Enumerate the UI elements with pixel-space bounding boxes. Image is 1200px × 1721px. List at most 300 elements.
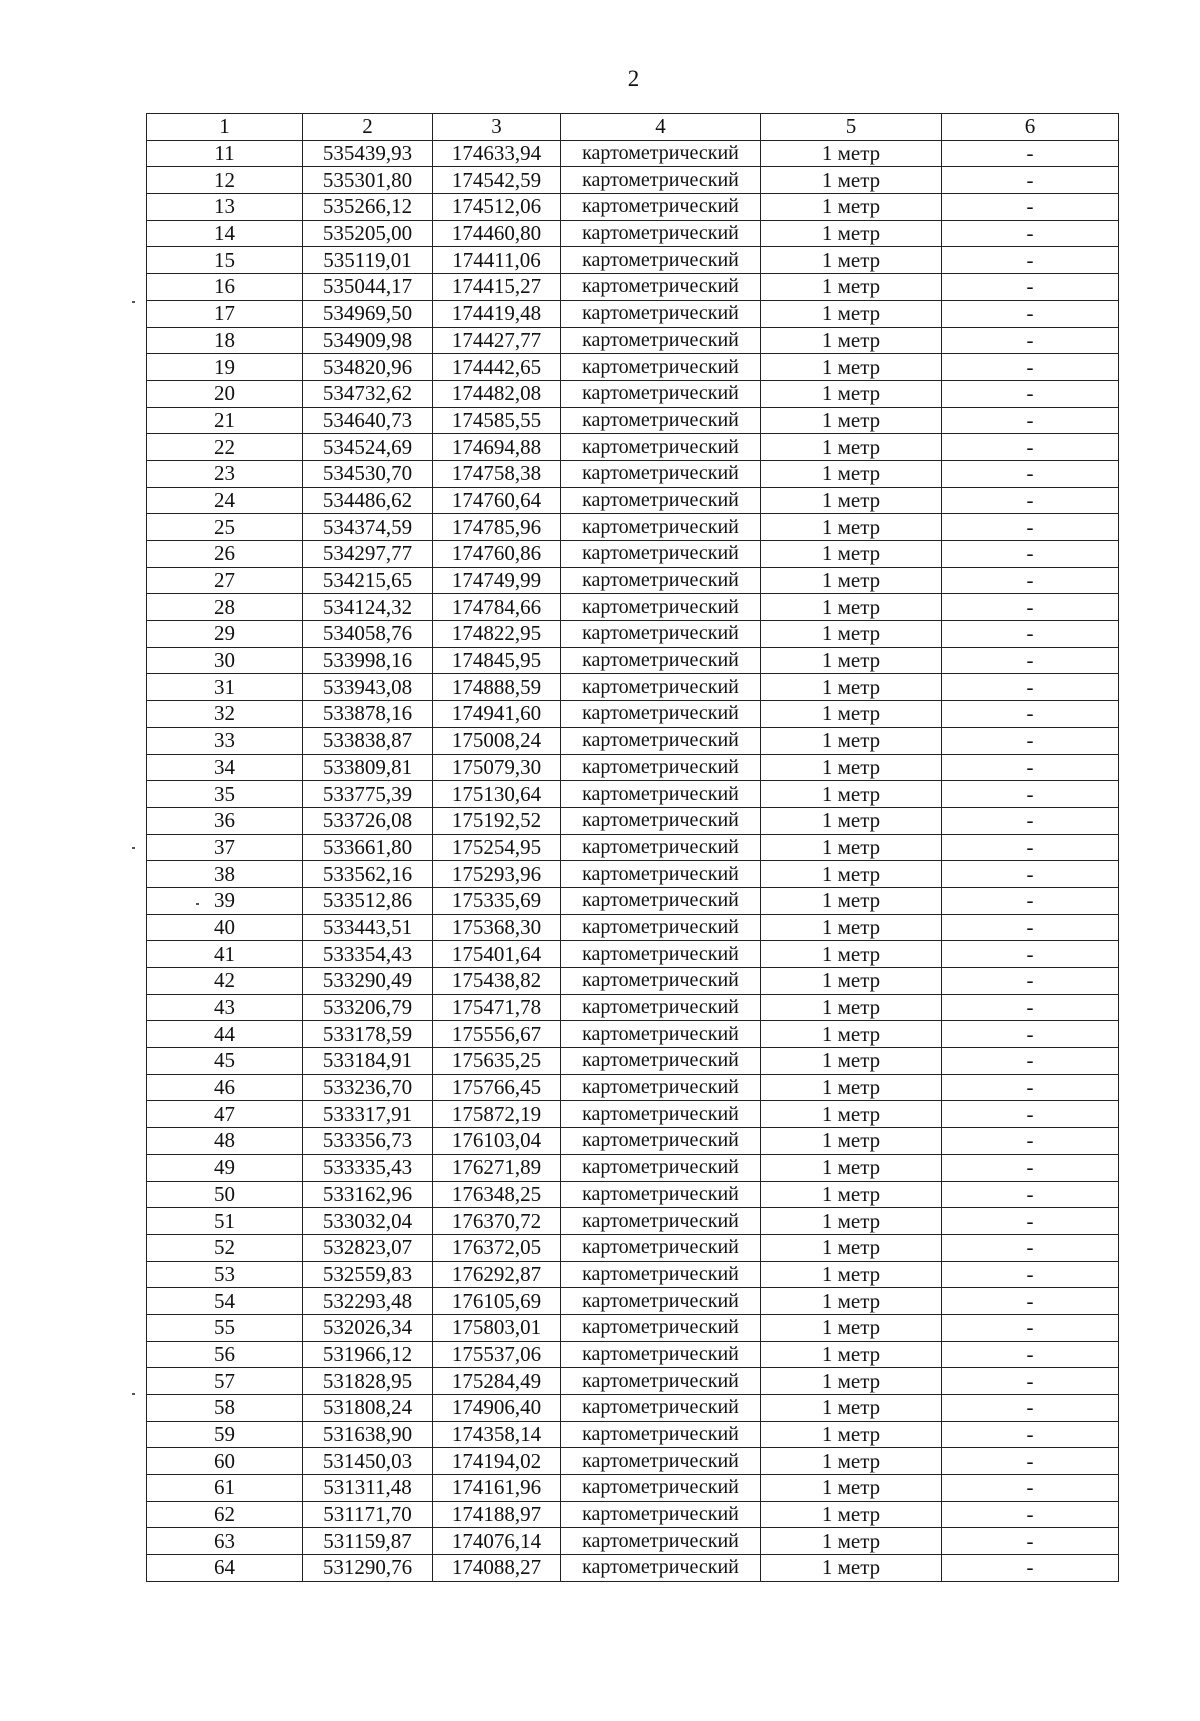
table-row: [147, 1128, 1119, 1155]
method-cell: картометрический: [561, 1395, 761, 1422]
x-coordinate-cell: 535044,17: [303, 274, 433, 301]
y-coordinate-cell: 174749,99: [433, 567, 561, 594]
y-coordinate-cell: 174512,06: [433, 194, 561, 221]
y-coordinate-cell: 174542,59: [433, 167, 561, 194]
note-cell: -: [942, 487, 1119, 514]
accuracy-cell: 1 метр: [761, 861, 942, 888]
x-coordinate-cell: 531808,24: [303, 1395, 433, 1422]
point-number-cell: 53: [147, 1261, 303, 1288]
accuracy-cell: 1 метр: [761, 1341, 942, 1368]
point-number-cell: 41: [147, 941, 303, 968]
note-cell: -: [942, 621, 1119, 648]
x-coordinate-cell: 533998,16: [303, 647, 433, 674]
accuracy-cell: 1 метр: [761, 140, 942, 167]
point-number-cell: 51: [147, 1208, 303, 1235]
table-row: [147, 274, 1119, 301]
y-coordinate-cell: 174194,02: [433, 1448, 561, 1475]
accuracy-cell: 1 метр: [761, 354, 942, 381]
accuracy-cell: 1 метр: [761, 834, 942, 861]
method-cell: картометрический: [561, 1021, 761, 1048]
point-number-cell: 36: [147, 807, 303, 834]
x-coordinate-cell: 533443,51: [303, 914, 433, 941]
accuracy-cell: 1 метр: [761, 1421, 942, 1448]
note-cell: -: [942, 1341, 1119, 1368]
method-cell: картометрический: [561, 1314, 761, 1341]
x-coordinate-cell: 533290,49: [303, 968, 433, 995]
accuracy-cell: 1 метр: [761, 1208, 942, 1235]
table-row: [147, 1154, 1119, 1181]
note-cell: -: [942, 1528, 1119, 1555]
method-cell: картометрический: [561, 354, 761, 381]
accuracy-cell: 1 метр: [761, 994, 942, 1021]
scan-speck: [196, 903, 199, 905]
x-coordinate-cell: 533726,08: [303, 807, 433, 834]
table-row: [147, 994, 1119, 1021]
point-number-cell: 25: [147, 514, 303, 541]
method-cell: картометрический: [561, 1555, 761, 1582]
table-row: [147, 754, 1119, 781]
x-coordinate-cell: 535119,01: [303, 247, 433, 274]
accuracy-cell: 1 метр: [761, 1048, 942, 1075]
y-coordinate-cell: 175130,64: [433, 781, 561, 808]
x-coordinate-cell: 531311,48: [303, 1475, 433, 1502]
point-number-cell: 11: [147, 140, 303, 167]
note-cell: -: [942, 407, 1119, 434]
point-number-cell: 18: [147, 327, 303, 354]
table-row: [147, 834, 1119, 861]
accuracy-cell: 1 метр: [761, 1074, 942, 1101]
method-cell: картометрический: [561, 887, 761, 914]
accuracy-cell: 1 метр: [761, 541, 942, 568]
x-coordinate-cell: 535266,12: [303, 194, 433, 221]
method-cell: картометрический: [561, 1475, 761, 1502]
accuracy-cell: 1 метр: [761, 647, 942, 674]
table-row: [147, 300, 1119, 327]
point-number-cell: 49: [147, 1154, 303, 1181]
y-coordinate-cell: 174585,55: [433, 407, 561, 434]
accuracy-cell: 1 метр: [761, 941, 942, 968]
note-cell: -: [942, 1448, 1119, 1475]
x-coordinate-cell: 534732,62: [303, 380, 433, 407]
y-coordinate-cell: 174442,65: [433, 354, 561, 381]
method-cell: картометрический: [561, 327, 761, 354]
point-number-cell: 15: [147, 247, 303, 274]
table-row: [147, 167, 1119, 194]
point-number-cell: 37: [147, 834, 303, 861]
point-number-cell: 63: [147, 1528, 303, 1555]
y-coordinate-cell: 174906,40: [433, 1395, 561, 1422]
x-coordinate-cell: 531171,70: [303, 1501, 433, 1528]
note-cell: -: [942, 434, 1119, 461]
accuracy-cell: 1 метр: [761, 594, 942, 621]
accuracy-cell: 1 метр: [761, 1314, 942, 1341]
column-header: 5: [761, 114, 942, 141]
table-row: [147, 1261, 1119, 1288]
y-coordinate-cell: 175008,24: [433, 727, 561, 754]
method-cell: картометрический: [561, 1101, 761, 1128]
table-row: [147, 1208, 1119, 1235]
point-number-cell: 32: [147, 701, 303, 728]
note-cell: -: [942, 460, 1119, 487]
point-number-cell: 31: [147, 674, 303, 701]
x-coordinate-cell: 534058,76: [303, 621, 433, 648]
x-coordinate-cell: 533878,16: [303, 701, 433, 728]
table-row: [147, 434, 1119, 461]
accuracy-cell: 1 метр: [761, 1501, 942, 1528]
table-row: [147, 968, 1119, 995]
note-cell: -: [942, 1074, 1119, 1101]
point-number-cell: 28: [147, 594, 303, 621]
point-number-cell: 17: [147, 300, 303, 327]
method-cell: картометрический: [561, 1421, 761, 1448]
method-cell: картометрический: [561, 487, 761, 514]
point-number-cell: 26: [147, 541, 303, 568]
point-number-cell: 47: [147, 1101, 303, 1128]
y-coordinate-cell: 175368,30: [433, 914, 561, 941]
note-cell: -: [942, 968, 1119, 995]
table-row: [147, 1555, 1119, 1582]
table-row: [147, 1234, 1119, 1261]
y-coordinate-cell: 175284,49: [433, 1368, 561, 1395]
note-cell: -: [942, 274, 1119, 301]
accuracy-cell: 1 метр: [761, 754, 942, 781]
method-cell: картометрический: [561, 834, 761, 861]
note-cell: -: [942, 727, 1119, 754]
table-row: [147, 1528, 1119, 1555]
method-cell: картометрический: [561, 380, 761, 407]
y-coordinate-cell: 175803,01: [433, 1314, 561, 1341]
accuracy-cell: 1 метр: [761, 300, 942, 327]
y-coordinate-cell: 174427,77: [433, 327, 561, 354]
table-row: [147, 1448, 1119, 1475]
accuracy-cell: 1 метр: [761, 1181, 942, 1208]
note-cell: -: [942, 354, 1119, 381]
y-coordinate-cell: 175192,52: [433, 807, 561, 834]
point-number-cell: 35: [147, 781, 303, 808]
note-cell: -: [942, 1288, 1119, 1315]
accuracy-cell: 1 метр: [761, 1448, 942, 1475]
point-number-cell: 42: [147, 968, 303, 995]
scan-speck: [132, 847, 135, 849]
method-cell: картометрический: [561, 994, 761, 1021]
method-cell: картометрический: [561, 861, 761, 888]
y-coordinate-cell: 175438,82: [433, 968, 561, 995]
method-cell: картометрический: [561, 1501, 761, 1528]
x-coordinate-cell: 531159,87: [303, 1528, 433, 1555]
note-cell: -: [942, 1555, 1119, 1582]
accuracy-cell: 1 метр: [761, 1475, 942, 1502]
note-cell: -: [942, 140, 1119, 167]
note-cell: -: [942, 594, 1119, 621]
table-row: [147, 674, 1119, 701]
table-row: [147, 914, 1119, 941]
y-coordinate-cell: 174076,14: [433, 1528, 561, 1555]
method-cell: картометрический: [561, 1074, 761, 1101]
y-coordinate-cell: 174784,66: [433, 594, 561, 621]
method-cell: картометрический: [561, 460, 761, 487]
x-coordinate-cell: 534124,32: [303, 594, 433, 621]
accuracy-cell: 1 метр: [761, 327, 942, 354]
method-cell: картометрический: [561, 167, 761, 194]
accuracy-cell: 1 метр: [761, 621, 942, 648]
method-cell: картометрический: [561, 300, 761, 327]
accuracy-cell: 1 метр: [761, 807, 942, 834]
y-coordinate-cell: 175872,19: [433, 1101, 561, 1128]
y-coordinate-cell: 174482,08: [433, 380, 561, 407]
method-cell: картометрический: [561, 247, 761, 274]
point-number-cell: 46: [147, 1074, 303, 1101]
y-coordinate-cell: 174845,95: [433, 647, 561, 674]
x-coordinate-cell: 533206,79: [303, 994, 433, 1021]
x-coordinate-cell: 531966,12: [303, 1341, 433, 1368]
method-cell: картометрический: [561, 1448, 761, 1475]
accuracy-cell: 1 метр: [761, 968, 942, 995]
point-number-cell: 22: [147, 434, 303, 461]
note-cell: -: [942, 541, 1119, 568]
y-coordinate-cell: 174822,95: [433, 621, 561, 648]
x-coordinate-cell: 533661,80: [303, 834, 433, 861]
table-row: [147, 594, 1119, 621]
y-coordinate-cell: 175079,30: [433, 754, 561, 781]
page-number: 2: [627, 66, 640, 91]
header-row: [147, 114, 1119, 141]
y-coordinate-cell: 174694,88: [433, 434, 561, 461]
y-coordinate-cell: 176292,87: [433, 1261, 561, 1288]
accuracy-cell: 1 метр: [761, 274, 942, 301]
accuracy-cell: 1 метр: [761, 167, 942, 194]
note-cell: -: [942, 1368, 1119, 1395]
point-number-cell: 44: [147, 1021, 303, 1048]
method-cell: картометрический: [561, 701, 761, 728]
point-number-cell: 60: [147, 1448, 303, 1475]
point-number-cell: 52: [147, 1234, 303, 1261]
table-row: [147, 247, 1119, 274]
table-row: [147, 380, 1119, 407]
y-coordinate-cell: 176370,72: [433, 1208, 561, 1235]
table-row: [147, 1074, 1119, 1101]
column-header: 3: [433, 114, 561, 141]
table-body: [147, 140, 1119, 1581]
method-cell: картометрический: [561, 941, 761, 968]
note-cell: -: [942, 327, 1119, 354]
table-row: [147, 220, 1119, 247]
accuracy-cell: 1 метр: [761, 1101, 942, 1128]
x-coordinate-cell: 534640,73: [303, 407, 433, 434]
y-coordinate-cell: 175401,64: [433, 941, 561, 968]
accuracy-cell: 1 метр: [761, 247, 942, 274]
scan-speck: [132, 1393, 135, 1395]
accuracy-cell: 1 метр: [761, 1261, 942, 1288]
accuracy-cell: 1 метр: [761, 1021, 942, 1048]
note-cell: -: [942, 887, 1119, 914]
point-number-cell: 30: [147, 647, 303, 674]
note-cell: -: [942, 1048, 1119, 1075]
table-row: [147, 194, 1119, 221]
method-cell: картометрический: [561, 807, 761, 834]
method-cell: картометрический: [561, 1261, 761, 1288]
x-coordinate-cell: 532293,48: [303, 1288, 433, 1315]
accuracy-cell: 1 метр: [761, 727, 942, 754]
accuracy-cell: 1 метр: [761, 380, 942, 407]
method-cell: картометрический: [561, 1048, 761, 1075]
method-cell: картометрический: [561, 1341, 761, 1368]
method-cell: картометрический: [561, 1181, 761, 1208]
table-row: [147, 1395, 1119, 1422]
accuracy-cell: 1 метр: [761, 781, 942, 808]
note-cell: -: [942, 674, 1119, 701]
accuracy-cell: 1 метр: [761, 914, 942, 941]
accuracy-cell: 1 метр: [761, 1555, 942, 1582]
method-cell: картометрический: [561, 407, 761, 434]
x-coordinate-cell: 533178,59: [303, 1021, 433, 1048]
table-row: [147, 1421, 1119, 1448]
accuracy-cell: 1 метр: [761, 1528, 942, 1555]
column-header: 1: [147, 114, 303, 141]
table-row: [147, 647, 1119, 674]
y-coordinate-cell: 174161,96: [433, 1475, 561, 1502]
table-row: [147, 460, 1119, 487]
x-coordinate-cell: 534969,50: [303, 300, 433, 327]
point-number-cell: 48: [147, 1128, 303, 1155]
point-number-cell: 21: [147, 407, 303, 434]
x-coordinate-cell: 533317,91: [303, 1101, 433, 1128]
point-number-cell: 54: [147, 1288, 303, 1315]
table-row: [147, 1021, 1119, 1048]
note-cell: -: [942, 754, 1119, 781]
coordinates-table: [146, 113, 1119, 1582]
method-cell: картометрический: [561, 514, 761, 541]
table-row: [147, 941, 1119, 968]
x-coordinate-cell: 535439,93: [303, 140, 433, 167]
method-cell: картометрический: [561, 541, 761, 568]
note-cell: -: [942, 1261, 1119, 1288]
y-coordinate-cell: 175471,78: [433, 994, 561, 1021]
accuracy-cell: 1 метр: [761, 514, 942, 541]
table-row: [147, 327, 1119, 354]
x-coordinate-cell: 533162,96: [303, 1181, 433, 1208]
table-row: [147, 567, 1119, 594]
point-number-cell: 29: [147, 621, 303, 648]
accuracy-cell: 1 метр: [761, 887, 942, 914]
note-cell: -: [942, 1181, 1119, 1208]
accuracy-cell: 1 метр: [761, 487, 942, 514]
point-number-cell: 40: [147, 914, 303, 941]
accuracy-cell: 1 метр: [761, 674, 942, 701]
note-cell: -: [942, 914, 1119, 941]
note-cell: -: [942, 1021, 1119, 1048]
x-coordinate-cell: 534297,77: [303, 541, 433, 568]
y-coordinate-cell: 174785,96: [433, 514, 561, 541]
table-row: [147, 1341, 1119, 1368]
accuracy-cell: 1 метр: [761, 1368, 942, 1395]
y-coordinate-cell: 174758,38: [433, 460, 561, 487]
table-row: [147, 807, 1119, 834]
x-coordinate-cell: 533512,86: [303, 887, 433, 914]
y-coordinate-cell: 174633,94: [433, 140, 561, 167]
x-coordinate-cell: 533356,73: [303, 1128, 433, 1155]
note-cell: -: [942, 1395, 1119, 1422]
x-coordinate-cell: 535301,80: [303, 167, 433, 194]
x-coordinate-cell: 533184,91: [303, 1048, 433, 1075]
x-coordinate-cell: 532823,07: [303, 1234, 433, 1261]
x-coordinate-cell: 531828,95: [303, 1368, 433, 1395]
note-cell: -: [942, 247, 1119, 274]
note-cell: -: [942, 941, 1119, 968]
method-cell: картометрический: [561, 194, 761, 221]
accuracy-cell: 1 метр: [761, 1395, 942, 1422]
point-number-cell: 23: [147, 460, 303, 487]
x-coordinate-cell: 534820,96: [303, 354, 433, 381]
point-number-cell: 14: [147, 220, 303, 247]
table-row: [147, 514, 1119, 541]
scan-speck: [132, 301, 135, 303]
point-number-cell: 61: [147, 1475, 303, 1502]
table-row: [147, 1181, 1119, 1208]
table-row: [147, 1288, 1119, 1315]
method-cell: картометрический: [561, 674, 761, 701]
table-row: [147, 541, 1119, 568]
point-number-cell: 19: [147, 354, 303, 381]
point-number-cell: 56: [147, 1341, 303, 1368]
point-number-cell: 39: [147, 887, 303, 914]
column-header: 6: [942, 114, 1119, 141]
point-number-cell: 20: [147, 380, 303, 407]
column-header: 2: [303, 114, 433, 141]
note-cell: -: [942, 1314, 1119, 1341]
note-cell: -: [942, 1101, 1119, 1128]
note-cell: -: [942, 834, 1119, 861]
column-header: 4: [561, 114, 761, 141]
point-number-cell: 34: [147, 754, 303, 781]
table-row: [147, 1101, 1119, 1128]
y-coordinate-cell: 174088,27: [433, 1555, 561, 1582]
point-number-cell: 58: [147, 1395, 303, 1422]
method-cell: картометрический: [561, 220, 761, 247]
y-coordinate-cell: 174415,27: [433, 274, 561, 301]
x-coordinate-cell: 533032,04: [303, 1208, 433, 1235]
point-number-cell: 59: [147, 1421, 303, 1448]
point-number-cell: 62: [147, 1501, 303, 1528]
method-cell: картометрический: [561, 140, 761, 167]
table-row: [147, 487, 1119, 514]
note-cell: -: [942, 567, 1119, 594]
point-number-cell: 16: [147, 274, 303, 301]
note-cell: -: [942, 167, 1119, 194]
accuracy-cell: 1 метр: [761, 407, 942, 434]
x-coordinate-cell: 534530,70: [303, 460, 433, 487]
y-coordinate-cell: 176103,04: [433, 1128, 561, 1155]
method-cell: картометрический: [561, 914, 761, 941]
x-coordinate-cell: 531638,90: [303, 1421, 433, 1448]
method-cell: картометрический: [561, 727, 761, 754]
method-cell: картометрический: [561, 1208, 761, 1235]
point-number-cell: 64: [147, 1555, 303, 1582]
note-cell: -: [942, 1421, 1119, 1448]
table-row: [147, 701, 1119, 728]
method-cell: картометрический: [561, 274, 761, 301]
accuracy-cell: 1 метр: [761, 434, 942, 461]
y-coordinate-cell: 175293,96: [433, 861, 561, 888]
table-row: [147, 1368, 1119, 1395]
method-cell: картометрический: [561, 754, 761, 781]
point-number-cell: 50: [147, 1181, 303, 1208]
x-coordinate-cell: 533354,43: [303, 941, 433, 968]
point-number-cell: 57: [147, 1368, 303, 1395]
y-coordinate-cell: 176348,25: [433, 1181, 561, 1208]
x-coordinate-cell: 532026,34: [303, 1314, 433, 1341]
x-coordinate-cell: 533838,87: [303, 727, 433, 754]
y-coordinate-cell: 174941,60: [433, 701, 561, 728]
